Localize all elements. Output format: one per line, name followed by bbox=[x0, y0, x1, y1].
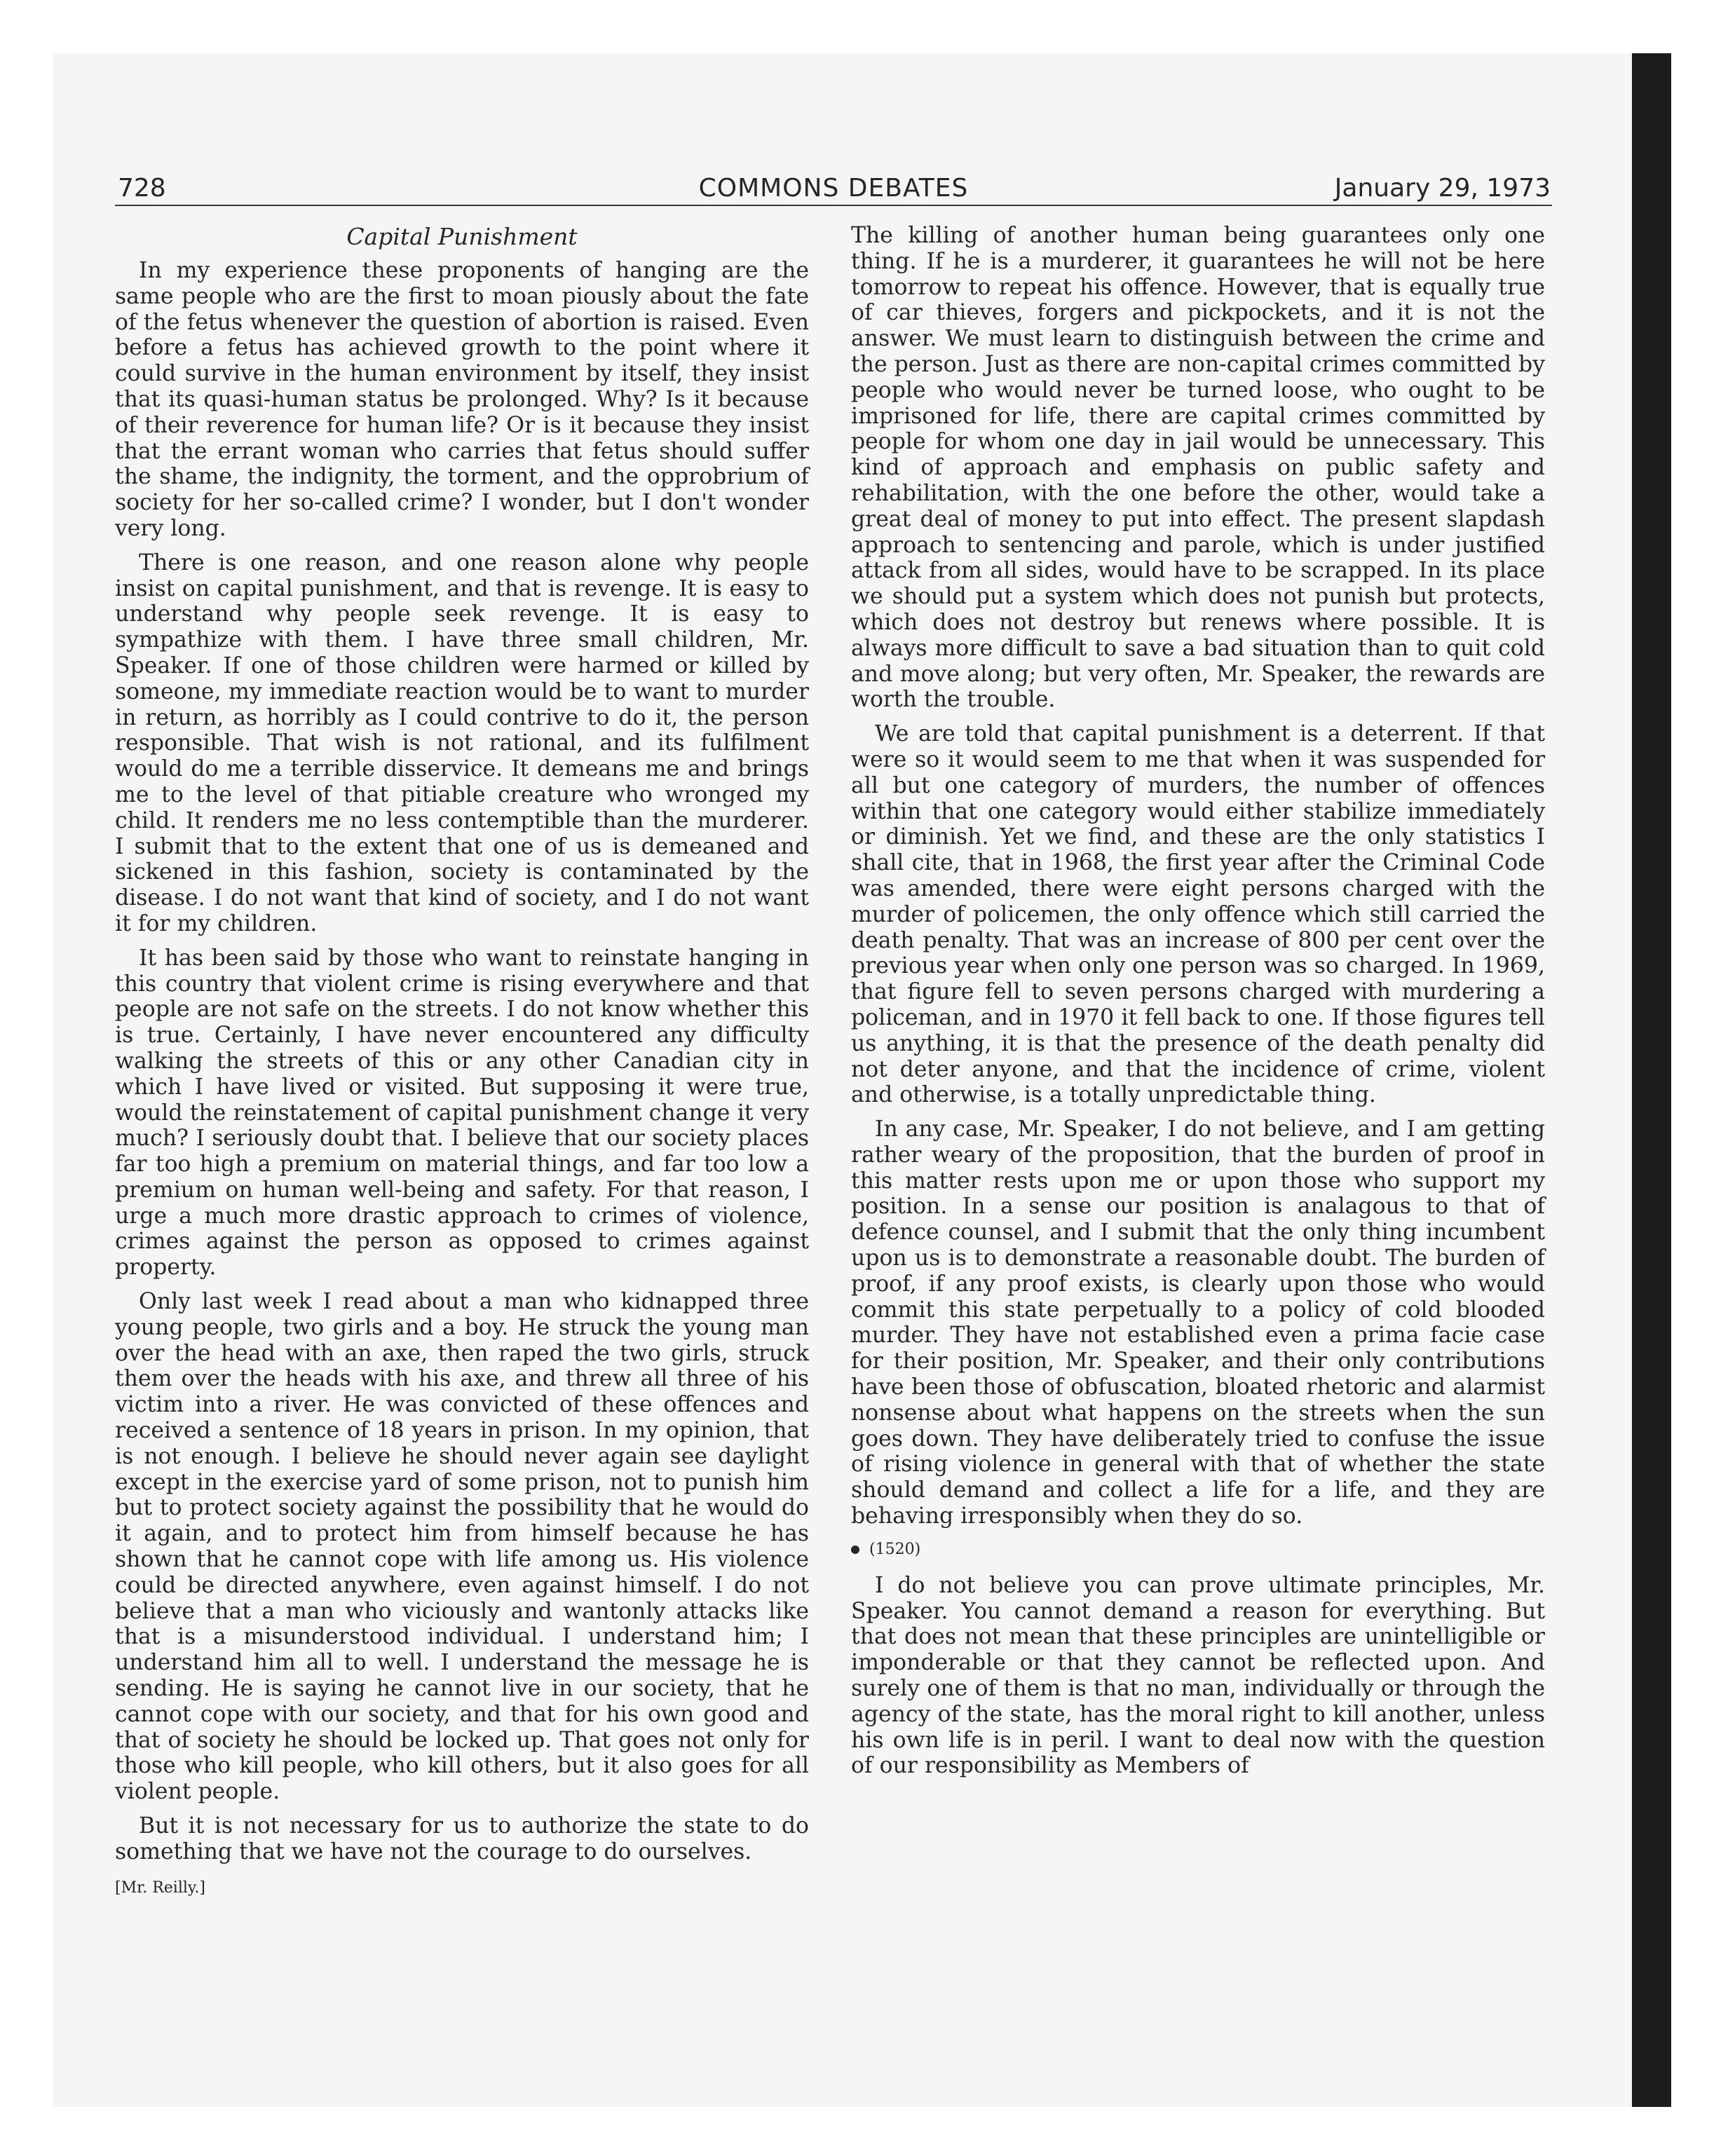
left-column bbox=[115, 223, 809, 1899]
document-page bbox=[115, 172, 1552, 2065]
journal-title: COMMONS DEBATES bbox=[698, 174, 969, 203]
paragraph: In any case, Mr. Speaker, I do not believe, and I am getting rather weary of the proposition, that the burden of proof in this matter rests upon me or upon those who support my position. In a sense our position is analagous to that of defence counsel, and I submit that the only thing incumbent upon us is to demonstrate a reasonable doubt. The burden of proof, if any proof exists, is clearly upon those who would commit this state perpetually to a policy of cold blooded murder. They have not established even a prima facie case for their position, Mr. Speaker, and their only contributions have been those of obfuscation, bloated rhetoric and alarmist nonsense about what happens on the streets when the sun goes down. They have deliberately tried to confuse the issue of rising violence in general with that of whether the state should demand and collect a life for a life, and they are behaving irresponsibly when they do so. bbox=[851, 1117, 1545, 1529]
issue-date: January 29, 1973 bbox=[1334, 174, 1551, 203]
paragraph: The killing of another human being guarantees only one thing. If he is a murderer, it guarantees he will not be here tomorrow to repeat his offence. However, that is equally true of car thieves, forgers and pickpockets, and it is not the answer. We must learn to distinguish between the crime and the person. Just as there are non-capital crimes committed by people who would never be turned loose, who ought to be imprisoned for life, there are capital crimes committed by people for whom one day in jail would be unnecessary. This kind of approach and emphasis on public safety and rehabilitation, with the one before the other, would take a great deal of money to put into effect. The present slapdash approach to sentencing and parole, which is under justified attack from all sides, would have to be scrapped. In its place we should put a system which does not punish but protects, which does not destroy but renews where possible. It is always more difficult to save a bad situation than to quit cold and move along; but very often, Mr. Speaker, the rewards are worth the trouble. bbox=[851, 223, 1545, 713]
running-header bbox=[115, 172, 1552, 206]
paragraph: There is one reason, and one reason alone why people insist on capital punishment, and that is revenge. It is easy to understand why people seek revenge. It is easy to sympathize with them. I have three small children, Mr. Speaker. If one of those children were harmed or killed by someone, my immediate reaction would be to want to murder in return, as horribly as I could contrive to do it, the person responsible. That wish is not rational, and its fulfilment would do me a terrible disservice. It demeans me and brings me to the level of that pitiable creature who wronged my child. It renders me no less contemptible than the murderer. I submit that to the extent that one of us is demeaned and sickened in this fashion, society is contaminated by the disease. I do not want that kind of society, and I do not want it for my children. bbox=[115, 550, 809, 936]
paragraph: It has been said by those who want to reinstate hanging in this country that violent crime is rising everywhere and that people are not safe on the streets. I do not know whether this is true. Certainly, I have never encountered any difficulty walking the streets of this or any other Canadian city in which I have lived or visited. But supposing it were true, would the reinstatement of capital punishment change it very much? I seriously doubt that. I believe that our society places far too high a premium on material things, and far too low a premium on human well-being and safety. For that reason, I urge a much more drastic approach to crimes of violence, crimes against the person as opposed to crimes against property. bbox=[115, 945, 809, 1281]
page-number: 728 bbox=[118, 174, 166, 203]
paragraph: Only last week I read about a man who kidnapped three young people, two girls and a boy. He struck the young man over the head with an axe, then raped the two girls, struck them over the heads with his axe, and threw all three of his victim into a river. He was convicted of these offences and received a sentence of 18 years in prison. In my opinion, that is not enough. I believe he should never again see daylight except in the exercise yard of some prison, not to punish him but to protect society against the possibility that he would do it again, and to protect him from himself because he has shown that he cannot cope with life among us. His violence could be directed anywhere, even against himself. I do not believe that a man who viciously and wantonly attacks like that is a misunderstood individual. I understand him; I understand him all to well. I understand the message he is sending. He is saying he cannot live in our society, that he cannot cope with our society, and that for his own good and that of society he should be locked up. That goes not only for those who kill people, who kill others, but it also goes for all violent people. bbox=[115, 1289, 809, 1805]
bullet-icon bbox=[851, 1546, 859, 1554]
section-title: Capital Punishment bbox=[346, 223, 578, 250]
speaker-tag: [Mr. Reilly.] bbox=[115, 1878, 205, 1897]
right-column bbox=[851, 223, 1545, 1787]
paragraph: We are told that capital punishment is a deterrent. If that were so it would seem to me that when it was suspended for all but one category of murders, the number of offences within that one category would either stabilize immediately or diminish. Yet we find, and these are the only statistics I shall cite, that in 1968, the first year after the Criminal Code was amended, there were eight persons charged with the murder of policemen, the only offence which still carried the death penalty. That was an increase of 800 per cent over the previous year when only one person was so charged. In 1969, that figure fell to seven persons charged with murdering a policeman, and in 1970 it fell back to one. If those figures tell us anything, it is that the presence of the death penalty did not deter anyone, and that the incidence of crime, violent and otherwise, is a totally unpredictable thing. bbox=[851, 721, 1545, 1108]
scan-edge-shadow bbox=[1632, 53, 1671, 2107]
time-marker bbox=[851, 1539, 1545, 1560]
paragraph: But it is not necessary for us to authorize the state to do something that we have not the courage to do ourselves. bbox=[115, 1813, 809, 1864]
time-marker-label: (1520) bbox=[869, 1540, 921, 1558]
paragraph: In my experience these proponents of hanging are the same people who are the first to moan piously about the fate of the fetus whenever the question of abortion is raised. Even before a fetus has achieved growth to the point where it could survive in the human environment by itself, they insist that its quasi-human status be prolonged. Why? Is it because of their reverence for human life? Or is it because they insist that the errant woman who carries that fetus should suffer the shame, the indignity, the torment, and the opprobrium of society for her so-called crime? I wonder, but I don't wonder very long. bbox=[115, 258, 809, 541]
paragraph: I do not believe you can prove ultimate principles, Mr. Speaker. You cannot demand a reason for everything. But that does not mean that these principles are unintelligible or imponderable or that they cannot be reflected upon. And surely one of them is that no man, individually or through the agency of the state, has the moral right to kill another, unless his own life is in peril. I want to deal now with the question of our responsibility as Members of bbox=[851, 1572, 1545, 1779]
